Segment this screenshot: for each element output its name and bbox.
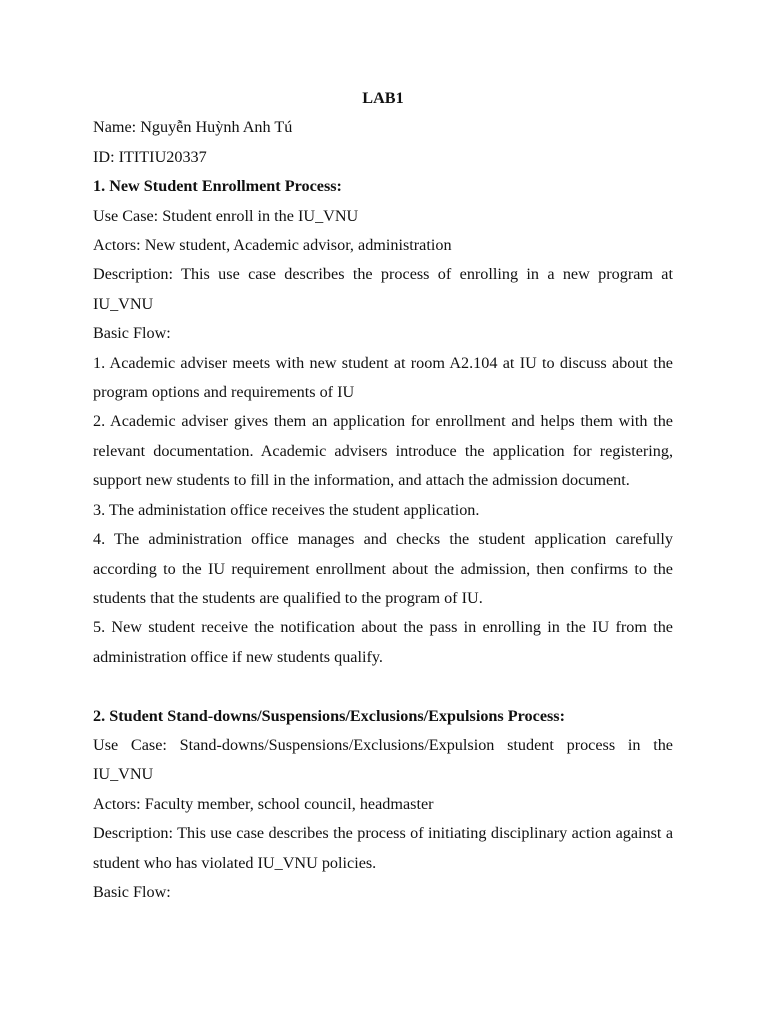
section-1-use-case: Use Case: Student enroll in the IU_VNU: [93, 206, 359, 225]
section-2-basic-flow-label: Basic Flow:: [93, 882, 171, 901]
section-1-step: 3. The administation office receives the student application.: [93, 500, 480, 519]
section-2-actors: Actors: Faculty member, school council, headmaster: [93, 794, 434, 813]
section-2-description: Description: This use case describes the process of initiating disciplinary action against a student who has violated IU_VNU policies.: [93, 824, 673, 872]
section-2-use-case: Use Case: Stand-downs/Suspensions/Exclusions/Expulsion student process in the IU_VNU: [93, 735, 673, 784]
section-1-basic-flow-label: Basic Flow:: [93, 324, 171, 343]
document-title: LAB1: [362, 89, 404, 107]
section-spacer: [93, 672, 673, 701]
student-id: ID: ITITIU20337: [93, 147, 207, 166]
document-page: [93, 84, 673, 907]
section-1-step: 1. Academic adviser meets with new student at room A2.104 at IU to discuss about the program options and requirements of IU: [93, 353, 673, 402]
student-name: Name: Nguyễn Huỳnh Anh Tú: [93, 118, 293, 137]
section-1-actors: Actors: New student, Academic advisor, administration: [93, 236, 452, 255]
section-1-step: 5. New student receive the notification about the pass in enrolling in the IU from the administration office if new students qualify.: [93, 618, 673, 666]
section-1-step: 2. Academic adviser gives them an application for enrollment and helps them with the relevant documentation. Academic advisers introduce the application for registering, support new students to fill in the information, and attach the admission document.: [93, 412, 673, 490]
section-1-step: 4. The administration office manages and checks the student application carefully according to the IU requirement enrollment about the admission, then confirms to the students that the students are qualified to the program of IU.: [93, 530, 673, 607]
section-1-heading: 1. New Student Enrollment Process:: [93, 177, 342, 196]
section-1-description: Description: This use case describes the process of enrolling in a new program at IU_VNU: [93, 265, 673, 313]
section-2-heading: 2. Student Stand-downs/Suspensions/Exclusions/Expulsions Process:: [93, 706, 565, 725]
